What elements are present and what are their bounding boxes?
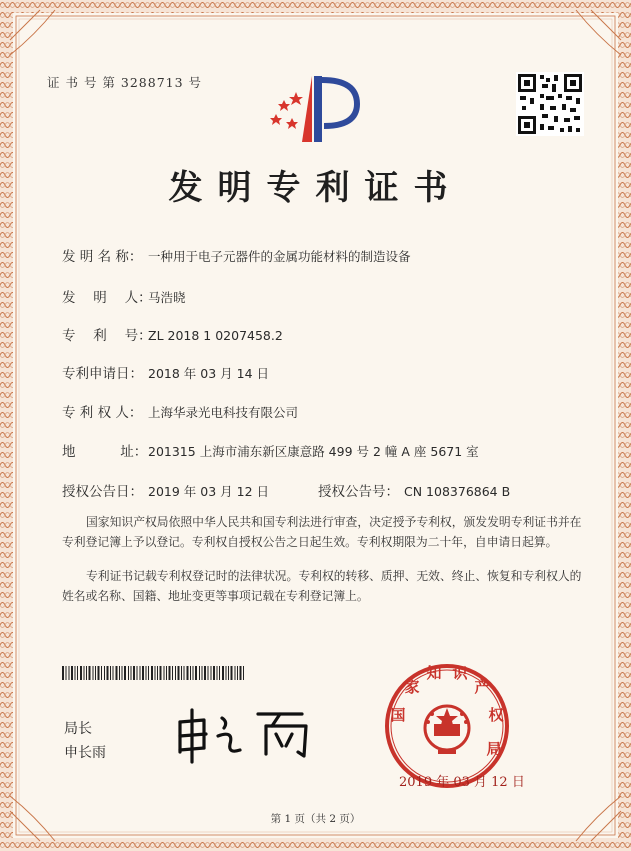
barcode-bar: [155, 666, 156, 680]
barcode-bar: [98, 666, 100, 680]
barcode-bar: [146, 666, 147, 680]
field-grant-number: [318, 480, 510, 500]
field-address: [62, 440, 479, 460]
barcode-bar: [175, 666, 176, 680]
barcode-bar: [107, 666, 109, 680]
field-label: 授权公告日：: [62, 484, 143, 500]
barcode-bar: [69, 666, 70, 680]
barcode-bar: [164, 666, 165, 680]
barcode-bar: [101, 666, 102, 680]
field-label: 专利申请日：: [62, 366, 143, 382]
barcode-bar: [148, 666, 149, 680]
barcode-bar: [86, 666, 87, 680]
national-emblem-seal: [372, 658, 522, 788]
barcode: [62, 666, 247, 680]
field-label: 专 利 权 人：: [62, 405, 143, 421]
barcode-bar: [95, 666, 96, 680]
barcode-bar: [195, 666, 197, 680]
field-label: 地 址：: [62, 444, 148, 460]
barcode-bar: [213, 666, 215, 680]
field-label: 专 利 号：: [62, 328, 152, 344]
barcode-bar: [62, 666, 64, 680]
statement-text: 国家知识产权局依照中华人民共和国专利法进行审查，决定授予专利权，颁发发明专利证书并在专利登记簿上予以登记。专利权自授权公告之日起生效。专利权期限为二十年，自申请日起算。: [62, 515, 582, 549]
barcode-bar: [80, 666, 82, 680]
director-signature: [170, 704, 320, 764]
barcode-bar: [160, 666, 162, 680]
seal-char: 家: [404, 678, 420, 696]
barcode-bar: [235, 666, 236, 680]
seal-char: 识: [452, 664, 468, 682]
page-title: 发明专利证书: [168, 168, 463, 208]
barcode-bar: [77, 666, 78, 680]
qr-code-icon: [516, 72, 584, 136]
page-number: 第 1 页（共 2 页）: [270, 813, 361, 825]
barcode-bar: [202, 666, 203, 680]
barcode-bar: [110, 666, 111, 680]
barcode-bar: [187, 666, 189, 680]
field-label: 发 明 名 称：: [62, 249, 143, 265]
seal-char: 产: [474, 678, 490, 696]
barcode-bar: [133, 666, 135, 680]
barcode-bar: [219, 666, 220, 680]
statement-paragraph: [62, 512, 582, 552]
seal-char: 权: [488, 706, 504, 724]
barcode-bar: [131, 666, 132, 680]
barcode-bar: [193, 666, 194, 680]
barcode-bar: [122, 666, 123, 680]
barcode-bar: [66, 666, 67, 680]
barcode-bar: [217, 666, 218, 680]
field-grant-date: [62, 480, 269, 500]
field-value: 上海华录光电科技有限公司: [148, 405, 299, 420]
legal-status-paragraph: [62, 566, 582, 606]
field-value: ZL 2018 1 0207458.2: [148, 328, 283, 343]
barcode-bar: [140, 666, 141, 680]
field-invention-name: [62, 245, 411, 265]
barcode-bar: [113, 666, 114, 680]
director-title: 局长: [64, 721, 92, 737]
field-value: CN 108376864 B: [404, 484, 511, 499]
seal-char: 知: [426, 664, 442, 682]
barcode-bar: [166, 666, 167, 680]
patent-office-logo: [262, 70, 372, 150]
field-application-date: [62, 362, 269, 382]
barcode-bar: [128, 666, 129, 680]
barcode-bar: [119, 666, 120, 680]
field-inventor: [62, 286, 186, 306]
seal-char: 国: [390, 706, 406, 724]
barcode-bar: [211, 666, 212, 680]
barcode-bar: [222, 666, 224, 680]
seal-date: 2019 年 03 月 12 日: [399, 775, 525, 790]
barcode-bar: [208, 666, 209, 680]
barcode-bar: [184, 666, 185, 680]
barcode-bar: [151, 666, 153, 680]
barcode-bar: [157, 666, 158, 680]
barcode-bar: [142, 666, 144, 680]
barcode-bar: [243, 666, 244, 680]
field-value: 2018 年 03 月 14 日: [148, 366, 269, 381]
barcode-bar: [169, 666, 171, 680]
legal-status-text: 专利证书记载专利权登记时的法律状况。专利权的转移、质押、无效、终止、恢复和专利权人的姓名或名称、国籍、地址变更等事项记载在专利登记簿上。: [62, 569, 582, 603]
certificate-number: 证 书 号 第 3288713 号: [47, 75, 203, 90]
barcode-bar: [93, 666, 94, 680]
barcode-bar: [116, 666, 118, 680]
barcode-bar: [104, 666, 105, 680]
seal-char: 局: [486, 740, 502, 758]
field-patent-number: [62, 324, 283, 344]
barcode-bar: [75, 666, 76, 680]
barcode-bar: [190, 666, 191, 680]
barcode-bar: [181, 666, 182, 680]
barcode-bar: [124, 666, 126, 680]
barcode-bar: [178, 666, 180, 680]
barcode-bar: [71, 666, 73, 680]
field-value: 一种用于电子元器件的金属功能材料的制造设备: [148, 249, 411, 264]
barcode-bar: [237, 666, 238, 680]
barcode-bar: [172, 666, 173, 680]
barcode-bar: [89, 666, 91, 680]
field-value: 2019 年 03 月 12 日: [148, 484, 269, 499]
barcode-bar: [226, 666, 227, 680]
field-label: 发 明 人：: [62, 290, 152, 306]
barcode-bar: [84, 666, 85, 680]
barcode-bar: [199, 666, 200, 680]
director-name: 申长雨: [64, 745, 106, 761]
barcode-bar: [137, 666, 138, 680]
barcode-bar: [204, 666, 206, 680]
barcode-bar: [231, 666, 233, 680]
field-label: 授权公告号：: [318, 484, 399, 500]
barcode-bar: [240, 666, 242, 680]
barcode-bar: [228, 666, 229, 680]
field-patentee: [62, 401, 298, 421]
field-value: 马浩晓: [148, 290, 186, 305]
field-value: 201315 上海市浦东新区康意路 499 号 2 幢 A 座 5671 室: [148, 444, 479, 459]
